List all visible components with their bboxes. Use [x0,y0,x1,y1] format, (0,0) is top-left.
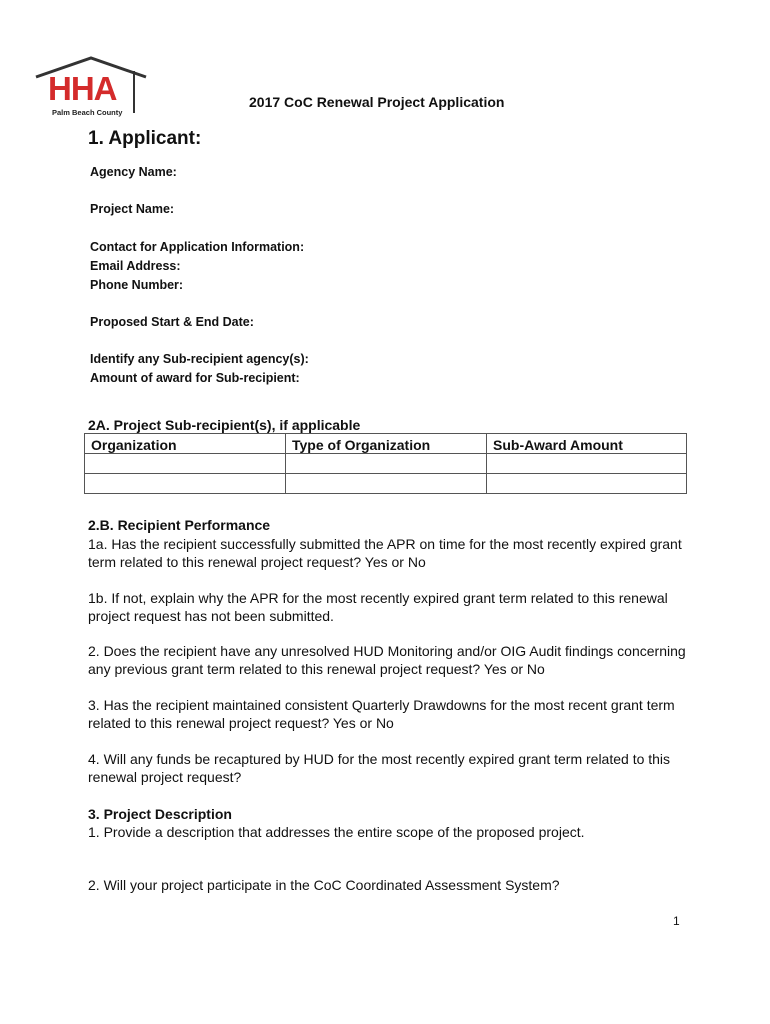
column-header-amount: Sub-Award Amount [487,434,687,454]
agency-name-label: Agency Name: [90,165,177,179]
section-2b-heading: 2.B. Recipient Performance [88,517,271,533]
document-title: 2017 CoC Renewal Project Application [249,94,505,110]
section-1-heading: 1. Applicant: [88,128,202,149]
question-1b: 1b. If not, explain why the APR for the most recently expired grant term related to this renewal project request has not been submitted. [88,590,668,624]
project-name-label: Project Name: [90,202,175,216]
table-cell[interactable] [85,454,286,474]
section-2a-heading: 2A. Project Sub-recipient(s), if applicable [88,417,361,433]
dates-label: Proposed Start & End Date: [90,315,254,329]
question-3: 3. Has the recipient maintained consistent Quarterly Drawdowns for the most recent grant term related to this renewal project request? Yes or No [88,697,675,731]
subrecipient-table [84,433,687,494]
table-header-row [85,434,687,454]
logo-subtitle: Palm Beach County [52,108,123,117]
description-question-1: 1. Provide a description that addresses the entire scope of the proposed project. [88,824,585,840]
column-header-organization: Organization [85,434,286,454]
table-cell[interactable] [487,474,687,494]
page-number: 1 [673,914,680,928]
question-4: 4. Will any funds be recaptured by HUD for the most recently expired grant term related to this renewal project request? [88,751,671,785]
email-label: Email Address: [90,259,181,273]
table-cell[interactable] [286,474,487,494]
table-row[interactable] [85,454,687,474]
column-header-type: Type of Organization [286,434,487,454]
logo-mark: HHA [48,70,117,107]
table-cell[interactable] [487,454,687,474]
subrecipient-award-label: Amount of award for Sub-recipient: [90,371,300,385]
table-row[interactable] [85,474,687,494]
section-3-heading: 3. Project Description [88,806,232,822]
contact-label: Contact for Application Information: [90,240,305,254]
subrecipient-agency-label: Identify any Sub-recipient agency(s): [90,352,309,366]
question-1a: 1a. Has the recipient successfully submitted the APR on time for the most recently expired grant term related to this renewal project request? Yes or No [88,536,682,570]
table-cell[interactable] [286,454,487,474]
description-question-2: 2. Will your project participate in the CoC Coordinated Assessment System? [88,877,560,893]
phone-label: Phone Number: [90,278,184,292]
question-2: 2. Does the recipient have any unresolved HUD Monitoring and/or OIG Audit findings concerning any previous grant term related to this renewal project request? Yes or No [88,643,686,677]
table-cell[interactable] [85,474,286,494]
